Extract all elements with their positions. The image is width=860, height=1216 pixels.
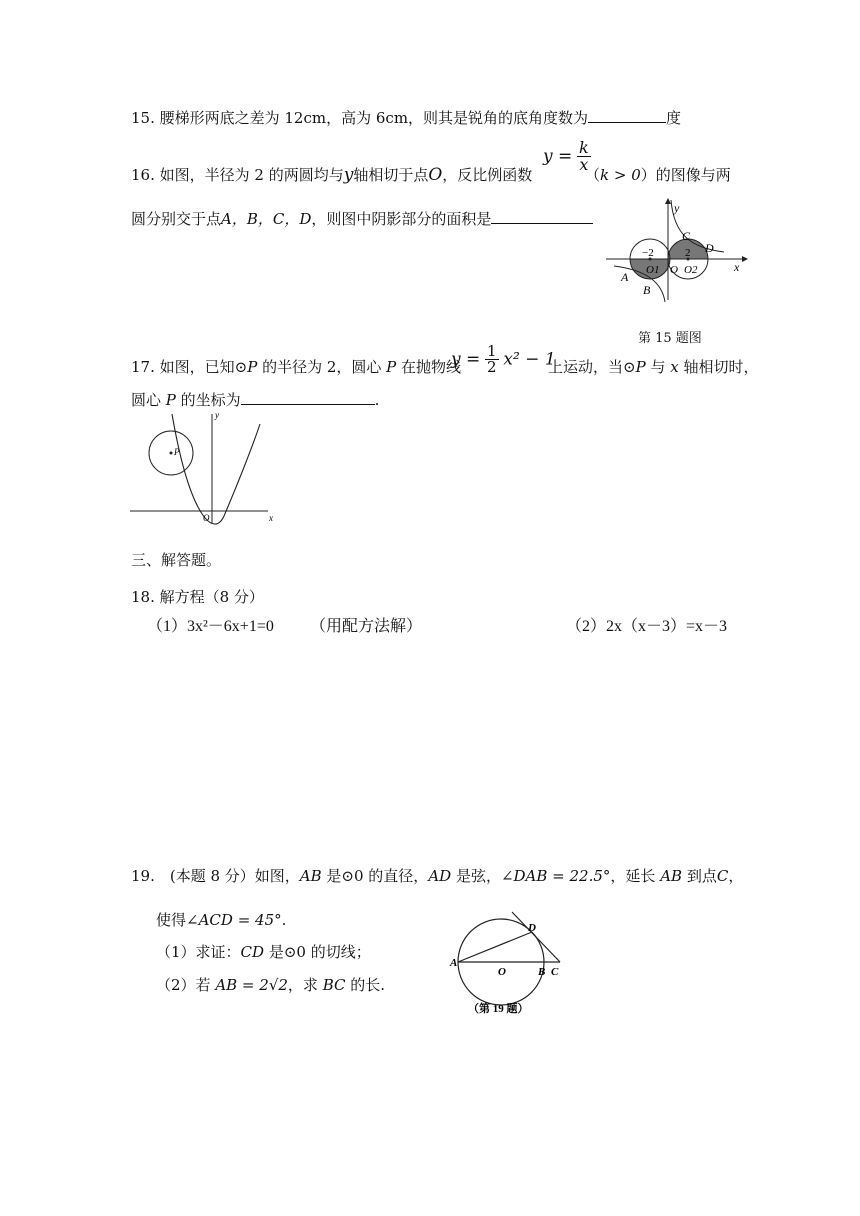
q16-label-c: C bbox=[682, 229, 691, 243]
q19-chord-ad bbox=[458, 932, 532, 962]
q16-cond-end: ）的图像与两 bbox=[640, 166, 731, 184]
q17-p-2: P bbox=[386, 358, 397, 376]
q19-line2 bbox=[156, 909, 286, 930]
q19-text-d: ，延长 bbox=[610, 867, 661, 885]
q16-label-a: A bbox=[621, 270, 629, 284]
q18-part1: （1）3x²－6x+1=0 bbox=[147, 618, 274, 635]
q17-label-y: y bbox=[215, 410, 219, 420]
q16-answer-blank bbox=[491, 209, 593, 224]
q17-text-e: 与 bbox=[645, 358, 671, 376]
q19-text-e: 到点 bbox=[682, 867, 717, 885]
q19-part1-text-a: （1）求证： bbox=[156, 943, 241, 961]
section-3-heading: 三、解答题。 bbox=[131, 551, 222, 569]
q16-line1 bbox=[131, 164, 532, 185]
q19-label-a: A bbox=[450, 957, 458, 969]
q16-func-numerator: k bbox=[579, 138, 589, 157]
q19-label-o: O bbox=[498, 966, 506, 978]
q18-part2: （2）2x（x－3）=x－3 bbox=[566, 618, 728, 635]
q16-point-o: O bbox=[428, 165, 443, 185]
q19-text-f: ， bbox=[728, 867, 744, 885]
q19-figure bbox=[448, 908, 578, 1018]
q17-frac-numerator: 1 bbox=[487, 342, 497, 360]
q17-frac-denominator: 2 bbox=[487, 358, 497, 376]
q17-line1 bbox=[131, 356, 461, 377]
q17-text-a: 17. 如图，已知⊙ bbox=[131, 358, 248, 376]
q16-figure bbox=[602, 196, 752, 306]
q19-figure-caption: （第 19 题） bbox=[468, 1003, 529, 1015]
q15-suffix: 度 bbox=[666, 109, 682, 127]
q18-title: 18. 解方程（8 分） bbox=[131, 588, 264, 606]
q19-bc: BC bbox=[322, 976, 346, 994]
q19-part2-text-c: 的长. bbox=[345, 976, 386, 994]
q17-line1-tail bbox=[548, 356, 758, 377]
q19-text-h: . bbox=[281, 911, 287, 929]
q17-answer-blank bbox=[241, 390, 375, 405]
q17-figure bbox=[128, 408, 280, 526]
q17-text-d: 上运动，当⊙ bbox=[548, 358, 636, 376]
q19-label-d: D bbox=[528, 922, 536, 934]
q15-line bbox=[131, 107, 681, 128]
q16-cond-k: k > 0 bbox=[600, 166, 641, 184]
q15-text: 15. 腰梯形两底之差为 12cm，高为 6cm，则其是锐角的底角度数为 bbox=[131, 109, 589, 127]
q19-text-g: 使得 bbox=[156, 911, 187, 929]
q17-eq-y: y = bbox=[451, 349, 481, 370]
q19-part1 bbox=[156, 941, 371, 962]
q16-text-a: 16. 如图，半径为 2 的两圆均与 bbox=[131, 166, 344, 184]
q16-label-o: O bbox=[670, 264, 678, 276]
q19-part2-text-a: （2）若 bbox=[156, 976, 216, 994]
q16-text-e: ，则图中阴影部分的面积是 bbox=[311, 210, 492, 228]
q17-label-p: P bbox=[174, 447, 180, 457]
q17-point-p bbox=[170, 452, 173, 455]
q17-p-1: P bbox=[247, 358, 258, 376]
q16-y-axis-symbol: y bbox=[343, 165, 354, 185]
q18-part1-note: （用配方法解） bbox=[310, 616, 423, 635]
q16-figure-caption: 第 15 题图 bbox=[638, 331, 702, 346]
q16-label-y: y bbox=[674, 201, 680, 215]
q16-label-o1: O1 bbox=[646, 264, 660, 276]
q16-condition bbox=[585, 164, 731, 185]
q17-label-x: x bbox=[269, 513, 273, 523]
q17-equation bbox=[451, 344, 556, 375]
q16-label-d: D bbox=[705, 241, 714, 255]
q19-c: C bbox=[716, 867, 729, 885]
q17-text-g: 圆心 bbox=[131, 391, 166, 409]
q17-text-h: 的坐标为 bbox=[175, 391, 241, 409]
q19-angle-dab: ∠DAB = 22.5° bbox=[500, 867, 611, 885]
q19-text-c: 是弦， bbox=[451, 867, 501, 885]
q19-ab-1: AB bbox=[299, 867, 322, 885]
q16-label-b: B bbox=[643, 283, 651, 297]
q16-x-arrow bbox=[742, 256, 748, 262]
q17-text-f: 轴相切时， bbox=[678, 358, 759, 376]
q17-x: x bbox=[670, 358, 679, 376]
q16-text-b: 轴相切于点 bbox=[353, 166, 429, 184]
q17-period: . bbox=[374, 391, 380, 409]
q19-label-c: C bbox=[551, 966, 559, 978]
q17-p-3: P bbox=[635, 358, 646, 376]
q19-part2-text-b: ，求 bbox=[287, 976, 323, 994]
q16-label-2: 2 bbox=[685, 247, 691, 259]
q16-label-neg2: −2 bbox=[642, 247, 654, 259]
q19-part1-text-b: 是⊙0 的切线； bbox=[264, 943, 371, 961]
q19-line1 bbox=[131, 865, 743, 886]
q16-cond-open: （ bbox=[585, 166, 601, 184]
q17-line2 bbox=[131, 389, 379, 410]
q19-ad: AD bbox=[428, 867, 452, 885]
q16-func-denominator: x bbox=[579, 155, 589, 174]
q19-cd: CD bbox=[240, 943, 265, 961]
q17-eq-fraction bbox=[485, 344, 499, 375]
q17-eq-rest: x² − 1 bbox=[503, 349, 556, 370]
q17-text-c: 在抛物线 bbox=[396, 358, 462, 376]
q16-func-y: y = bbox=[543, 146, 573, 167]
q19-text-b: 是⊙0 的直径， bbox=[321, 867, 429, 885]
q19-ab-value: AB = 2√2 bbox=[215, 976, 288, 994]
q15-answer-blank bbox=[588, 108, 666, 123]
q17-p-4: P bbox=[165, 391, 176, 409]
q19-ab-2: AB bbox=[660, 867, 683, 885]
q17-text-b: 的半径为 2，圆心 bbox=[257, 358, 387, 376]
q16-line2 bbox=[131, 208, 593, 229]
q16-function bbox=[543, 140, 591, 173]
q16-y-arrow bbox=[665, 198, 671, 204]
q16-label-x: x bbox=[734, 260, 740, 274]
q19-part2 bbox=[156, 974, 385, 995]
q19-text-a: 19. (本题 8 分）如图， bbox=[131, 867, 300, 885]
q16-label-o2: O2 bbox=[684, 264, 698, 276]
q19-angle-acd: ∠ACD = 45° bbox=[186, 911, 282, 929]
q17-parabola bbox=[172, 414, 260, 524]
q16-points: A，B，C，D bbox=[221, 210, 312, 228]
q19-label-b: B bbox=[538, 966, 546, 978]
q16-text-d: 圆分别交于点 bbox=[131, 210, 222, 228]
q17-label-o: O bbox=[203, 513, 210, 523]
q16-text-c: ，反比例函数 bbox=[442, 166, 533, 184]
